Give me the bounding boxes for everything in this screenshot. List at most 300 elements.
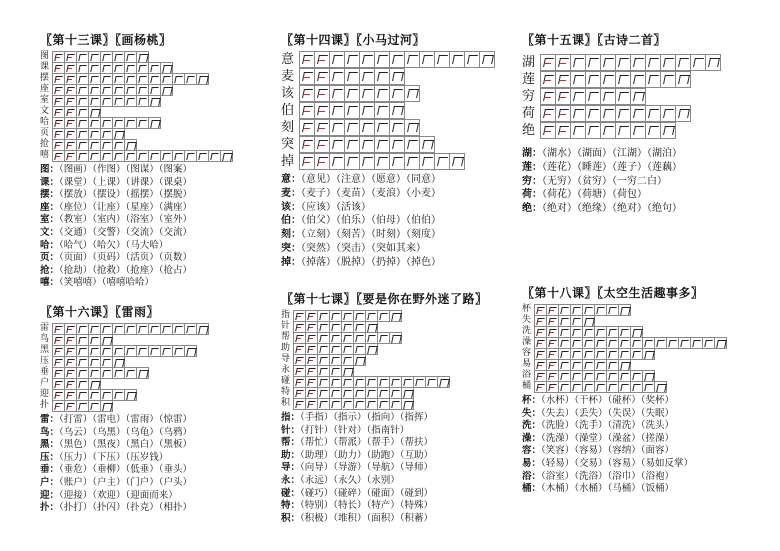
stroke-grid <box>293 376 450 387</box>
word-examples: （账户）（户主）（门户）（户头） <box>59 476 193 488</box>
stroke-step-cell <box>404 85 420 102</box>
stroke-step-cell <box>374 68 389 85</box>
stroke-step-cell <box>404 136 419 153</box>
stroke-step-cell <box>329 68 344 85</box>
stroke-step-cell <box>555 71 570 88</box>
stroke-step-cell <box>344 136 359 153</box>
stroke-step-cell <box>600 88 615 105</box>
stroke-char: 碰 <box>281 376 291 386</box>
stroke-step-cell <box>148 117 161 129</box>
word-examples: （迎接）（欢迎）（迎面而来） <box>59 489 178 501</box>
stroke-row <box>522 122 721 139</box>
stroke-grid <box>534 315 595 326</box>
stroke-row <box>281 354 488 365</box>
stroke-step-cell <box>377 398 389 410</box>
word-head-char: 课： <box>40 176 60 188</box>
stroke-row <box>522 348 727 359</box>
stroke-step-cell <box>374 119 389 136</box>
stroke-step-cell <box>630 122 645 139</box>
lesson-title: 〖第十八课〗〖太空生活趣事多〗 <box>522 286 704 300</box>
stroke-step-cell <box>148 345 160 357</box>
stroke-step-cell <box>88 150 100 162</box>
word-examples: （扑打）（扑闪）（扑克）（相扑） <box>59 502 193 514</box>
stroke-step-cell <box>112 95 124 107</box>
stroke-char: 穷 <box>522 89 536 104</box>
stroke-char: 座 <box>40 84 50 94</box>
stroke-step-cell <box>124 345 136 357</box>
stroke-step-cell <box>124 117 136 129</box>
stroke-step-cell <box>100 95 112 107</box>
stroke-grid <box>534 370 655 381</box>
stroke-step-cell <box>329 51 344 68</box>
stroke-char: 针 <box>281 321 291 331</box>
stroke-step-cell <box>585 105 600 122</box>
stroke-grid <box>293 365 354 376</box>
word-line <box>281 228 495 242</box>
stroke-step-cell <box>100 367 112 379</box>
stroke-step-cell <box>434 51 449 68</box>
stroke-step-cell <box>299 119 314 136</box>
stroke-row <box>281 119 495 136</box>
stroke-step-cell <box>172 323 184 335</box>
stroke-row <box>522 326 727 337</box>
word-examples: （笑容）（容易）（容纳）（面容） <box>541 445 675 457</box>
stroke-step-cell <box>314 153 329 170</box>
word-head-char: 雷： <box>40 414 60 425</box>
stroke-step-cell <box>374 136 389 153</box>
stroke-step-cell <box>555 105 570 122</box>
stroke-char: 桶 <box>522 381 532 391</box>
stroke-step-cell <box>344 85 359 102</box>
stroke-step-cell <box>374 51 389 68</box>
stroke-char: 页 <box>40 128 50 138</box>
stroke-step-cell <box>136 117 148 129</box>
stroke-step-cell <box>434 153 449 170</box>
stroke-step-cell <box>675 71 691 88</box>
stroke-step-cell <box>642 348 655 360</box>
stroke-step-cell <box>600 71 615 88</box>
word-head-char: 黑： <box>40 439 60 451</box>
stroke-row <box>281 310 488 321</box>
stroke-step-cell <box>618 381 630 393</box>
word-examples: （意见）（注意）（愿意）（同意） <box>301 174 441 185</box>
stroke-grid <box>540 122 676 139</box>
word-examples: （黑色）（黑夜）（黑白）（黑板） <box>59 439 193 451</box>
stroke-step-cell <box>329 153 344 170</box>
stroke-row <box>522 370 727 381</box>
stroke-grid <box>293 398 414 409</box>
stroke-step-cell <box>555 88 570 105</box>
word-line <box>522 458 727 471</box>
stroke-row <box>40 139 233 150</box>
word-head-char: 座： <box>40 201 60 213</box>
stroke-step-cell <box>344 119 359 136</box>
word-head-char: 鸟： <box>40 426 60 438</box>
stroke-step-cell <box>314 51 329 68</box>
word-head-char: 湖： <box>522 148 542 159</box>
stroke-char: 特 <box>281 387 291 397</box>
stroke-row <box>522 71 721 88</box>
stroke-grid <box>299 119 420 136</box>
stroke-step-cell <box>615 54 630 71</box>
word-line <box>281 462 488 475</box>
word-head-char: 容： <box>522 445 542 457</box>
stroke-step-cell <box>124 95 136 107</box>
lesson-title: 〖第十四课〗〖小马过河〗 <box>281 33 426 47</box>
stroke-row <box>522 315 727 326</box>
stroke-row <box>281 136 495 153</box>
stroke-step-cell <box>359 68 374 85</box>
stroke-step-cell <box>389 310 402 322</box>
stroke-step-cell <box>208 150 220 162</box>
stroke-step-cell <box>329 398 341 410</box>
stroke-grid <box>299 51 495 68</box>
stroke-char: 户 <box>40 378 50 388</box>
stroke-grid <box>52 378 101 389</box>
word-line <box>40 240 233 253</box>
stroke-step-cell <box>645 54 660 71</box>
stroke-char: 该 <box>281 86 295 101</box>
stroke-step-cell <box>570 71 585 88</box>
stroke-step-cell <box>377 332 389 344</box>
stroke-step-cell <box>374 85 389 102</box>
word-line <box>40 265 233 278</box>
stroke-grid <box>540 105 691 122</box>
word-line <box>281 214 495 228</box>
stroke-step-cell <box>299 68 314 85</box>
stroke-row <box>40 62 233 73</box>
stroke-char: 鸟 <box>40 334 50 344</box>
stroke-row <box>40 323 209 334</box>
stroke-grid <box>52 334 113 345</box>
word-examples: （乌云）（乌黑）（乌龟）（乌鸦） <box>59 426 193 438</box>
word-head-char: 图： <box>40 164 60 175</box>
stroke-step-cell <box>305 398 317 410</box>
word-examples: （摆放）（摆设）（摇摆）（摆脱） <box>59 189 193 201</box>
stroke-step-cell <box>100 150 112 162</box>
stroke-row <box>281 51 495 68</box>
word-examples: （失去）（丢失）（失误）（失眠） <box>541 407 675 419</box>
word-examples: （永远）（永久）（永别） <box>300 474 400 486</box>
word-head-char: 杯： <box>522 395 542 406</box>
stroke-step-cell <box>112 389 124 401</box>
word-head-char: 指： <box>281 412 301 423</box>
word-line <box>40 427 209 440</box>
stroke-char: 积 <box>281 398 291 408</box>
stroke-row <box>281 387 488 398</box>
stroke-step-cell <box>377 310 389 322</box>
stroke-grid <box>52 345 197 356</box>
stroke-step-cell <box>124 389 137 401</box>
stroke-step-cell <box>630 88 646 105</box>
word-head-char: 桶： <box>522 483 542 495</box>
stroke-char: 指 <box>281 310 291 320</box>
stroke-step-cell <box>359 153 374 170</box>
stroke-step-cell <box>654 337 666 349</box>
stroke-step-cell <box>76 400 88 412</box>
stroke-char: 永 <box>281 365 291 375</box>
stroke-char: 麦 <box>281 69 295 84</box>
stroke-step-cell <box>314 102 329 119</box>
stroke-step-cell <box>389 85 404 102</box>
word-head-char: 伯： <box>281 215 301 227</box>
stroke-step-cell <box>660 105 675 122</box>
stroke-step-cell <box>314 68 329 85</box>
lesson-18 <box>522 286 727 496</box>
word-line <box>281 201 495 215</box>
word-line <box>281 437 488 450</box>
lesson-17 <box>281 292 488 525</box>
stroke-step-cell <box>389 119 404 136</box>
stroke-step-cell <box>359 51 374 68</box>
stroke-row <box>281 332 488 343</box>
stroke-char: 课 <box>40 62 50 72</box>
stroke-step-cell <box>389 153 404 170</box>
word-line <box>281 425 488 438</box>
stroke-step-cell <box>555 122 570 139</box>
word-head-char: 易： <box>522 457 542 469</box>
stroke-step-cell <box>660 54 675 71</box>
word-head-char: 迎： <box>40 489 60 501</box>
stroke-row <box>281 153 495 170</box>
stroke-char: 黑 <box>40 345 50 355</box>
stroke-step-cell <box>344 153 359 170</box>
stroke-char: 洗 <box>522 326 532 336</box>
word-line <box>281 173 495 187</box>
stroke-step-cell <box>314 119 329 136</box>
word-line <box>522 147 721 161</box>
stroke-step-cell <box>690 337 702 349</box>
stroke-step-cell <box>344 68 359 85</box>
stroke-step-cell <box>172 150 184 162</box>
word-head-char: 刻： <box>281 229 301 241</box>
stroke-step-cell <box>184 150 196 162</box>
word-line <box>40 164 233 177</box>
word-examples: （教室）（室内）（浴室）（室外） <box>59 214 193 226</box>
stroke-step-cell <box>540 122 555 139</box>
stroke-step-cell <box>419 136 435 153</box>
word-line <box>40 477 209 490</box>
stroke-row <box>281 102 495 119</box>
word-line <box>281 450 488 463</box>
word-head-char: 页： <box>40 252 60 264</box>
word-examples: （助理）（助力）（助跑）（互助） <box>300 449 434 461</box>
stroke-row <box>281 68 495 85</box>
stroke-grid <box>52 51 149 62</box>
stroke-step-cell <box>314 85 329 102</box>
word-head-char: 特： <box>281 500 301 512</box>
word-head-char: 导： <box>281 462 301 474</box>
stroke-step-cell <box>546 381 558 393</box>
stroke-char: 易 <box>522 359 532 369</box>
stroke-row <box>40 356 209 367</box>
word-examples: （木桶）（水桶）（马桶）（饭桶） <box>541 483 675 495</box>
stroke-step-cell <box>630 348 642 360</box>
word-head-char: 哈： <box>40 239 60 251</box>
word-list <box>281 412 488 525</box>
word-examples: （手指）（指示）（指向）（指挥） <box>300 412 434 423</box>
word-examples: （压力）（下压）（压岁钱） <box>59 451 169 463</box>
stroke-step-cell <box>124 367 136 379</box>
lesson-title: 〖第十七课〗〖要是你在野外迷了路〗 <box>281 292 488 306</box>
stroke-step-cell <box>52 150 64 162</box>
stroke-step-cell <box>404 119 420 136</box>
stroke-step-cell <box>329 102 344 119</box>
word-line <box>40 490 209 503</box>
stroke-row <box>40 334 209 345</box>
stroke-step-cell <box>404 153 419 170</box>
stroke-step-cell <box>600 122 615 139</box>
stroke-step-cell <box>540 54 555 71</box>
stroke-step-cell <box>585 122 600 139</box>
stroke-row <box>281 85 495 102</box>
stroke-step-cell <box>314 136 329 153</box>
word-line <box>40 214 233 227</box>
stroke-step-cell <box>160 84 173 96</box>
stroke-step-cell <box>449 153 465 170</box>
stroke-step-cell <box>353 398 365 410</box>
word-head-char: 嘻： <box>40 277 60 289</box>
stroke-step-cell <box>702 337 714 349</box>
stroke-step-cell <box>196 150 208 162</box>
word-head-char: 积： <box>281 512 301 524</box>
stroke-step-cell <box>582 381 594 393</box>
stroke-step-cell <box>615 105 630 122</box>
stroke-step-cell <box>374 102 389 119</box>
stroke-char: 湖 <box>522 55 536 70</box>
word-line <box>40 202 233 215</box>
lesson-14 <box>281 33 495 270</box>
stroke-step-cell <box>570 54 585 71</box>
stroke-char: 帮 <box>281 332 291 342</box>
lesson-15 <box>522 33 721 216</box>
stroke-row <box>281 343 488 354</box>
stroke-step-cell <box>196 73 209 85</box>
stroke-step-cell <box>606 381 618 393</box>
stroke-step-cell <box>615 71 630 88</box>
stroke-char: 杯 <box>522 304 532 314</box>
stroke-char: 嘻 <box>40 150 50 160</box>
stroke-step-cell <box>88 400 100 412</box>
stroke-step-cell <box>558 381 570 393</box>
stroke-step-cell <box>419 51 434 68</box>
stroke-step-cell <box>606 304 618 316</box>
word-line <box>40 189 233 202</box>
stroke-step-cell <box>374 153 389 170</box>
word-examples: （特别）（特长）（特产）（特殊） <box>300 500 434 512</box>
stroke-row <box>40 389 209 400</box>
stroke-step-cell <box>660 71 675 88</box>
stroke-step-cell <box>389 332 402 344</box>
stroke-grid <box>534 359 631 370</box>
stroke-step-cell <box>585 54 600 71</box>
stroke-step-cell <box>690 54 705 71</box>
word-line <box>522 420 727 433</box>
stroke-char: 扑 <box>40 400 50 410</box>
word-head-char: 澡： <box>522 432 542 444</box>
word-head-char: 荷： <box>522 189 542 201</box>
stroke-step-cell <box>615 88 630 105</box>
word-line <box>522 188 721 202</box>
stroke-char: 摆 <box>40 73 50 83</box>
stroke-row <box>40 73 233 84</box>
stroke-step-cell <box>365 343 378 355</box>
word-examples: （水杯）（干杯）（碰杯）（奖杯） <box>541 395 675 406</box>
stroke-char: 荷 <box>522 106 536 121</box>
word-examples: （座位）（让座）（星座）（满座） <box>59 201 193 213</box>
stroke-step-cell <box>645 122 660 139</box>
stroke-row <box>40 117 233 128</box>
word-head-char: 浴： <box>522 470 542 482</box>
stroke-step-cell <box>160 323 172 335</box>
word-examples: （轻易）（交易）（容易）（易如反掌） <box>541 457 694 469</box>
word-line <box>40 414 209 427</box>
stroke-step-cell <box>112 367 124 379</box>
stroke-step-cell <box>540 88 555 105</box>
word-head-char: 摆： <box>40 189 60 201</box>
stroke-step-cell <box>630 105 645 122</box>
stroke-grid <box>52 367 149 378</box>
stroke-grid <box>534 348 655 359</box>
stroke-step-cell <box>479 51 495 68</box>
stroke-step-cell <box>413 376 425 388</box>
stroke-char: 哈 <box>40 117 50 127</box>
stroke-step-cell <box>389 51 404 68</box>
stroke-char: 掉 <box>281 154 295 169</box>
stroke-step-cell <box>299 153 314 170</box>
stroke-row <box>522 381 727 392</box>
stroke-char: 突 <box>281 137 295 152</box>
word-examples: （抢劫）（抢救）（抢座）（抢占） <box>59 264 193 276</box>
stroke-char: 雷 <box>40 323 50 333</box>
word-examples: （伯父）（伯乐）（伯母）（伯伯） <box>301 215 441 227</box>
stroke-step-cell <box>341 398 353 410</box>
stroke-row <box>281 376 488 387</box>
stroke-step-cell <box>630 54 645 71</box>
stroke-grid <box>52 400 113 411</box>
word-examples: （洗澡）（澡堂）（澡盆）（搓澡） <box>541 432 675 444</box>
stroke-char: 绝 <box>522 123 536 138</box>
word-line <box>522 175 721 189</box>
stroke-step-cell <box>136 323 148 335</box>
stroke-step-cell <box>112 323 124 335</box>
stroke-grid <box>52 117 161 128</box>
stroke-grid <box>299 102 405 119</box>
stroke-step-cell <box>124 150 136 162</box>
stroke-row <box>522 359 727 370</box>
word-head-char: 户： <box>40 476 60 488</box>
stroke-step-cell <box>401 398 414 410</box>
stroke-row <box>40 400 209 411</box>
word-head-char: 助： <box>281 449 301 461</box>
word-head-char: 扑： <box>40 502 60 514</box>
word-examples: （页面）（页码）（活页）（页数） <box>59 252 193 264</box>
stroke-char: 容 <box>522 348 532 358</box>
lesson-title: 〖第十三课〗〖画杨桃〗 <box>40 33 172 47</box>
word-line <box>281 256 495 270</box>
word-line <box>281 242 495 256</box>
stroke-row <box>40 150 233 161</box>
stroke-char: 图 <box>40 51 50 61</box>
stroke-grid <box>293 321 378 332</box>
stroke-grid <box>299 68 405 85</box>
word-examples: （向导）（导游）（导航）（导师） <box>300 462 434 474</box>
stroke-char: 抢 <box>40 139 50 149</box>
stroke-step-cell <box>136 150 148 162</box>
stroke-step-cell <box>317 398 329 410</box>
stroke-row <box>281 365 488 376</box>
word-list <box>40 164 233 290</box>
